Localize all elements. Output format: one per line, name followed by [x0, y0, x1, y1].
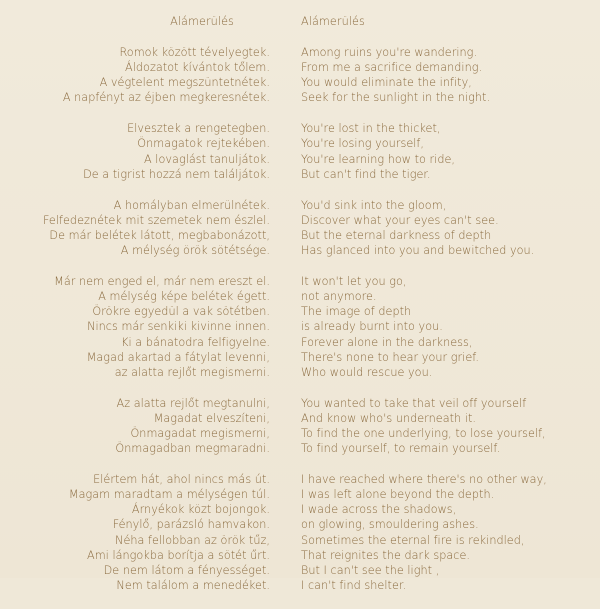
hungarian-verse-line: Magam maradtam a mélységen túl.: [68, 488, 270, 502]
hungarian-stanza: [43, 198, 270, 258]
english-stanza: [301, 472, 547, 593]
english-verse-line: is already burnt into you.: [301, 320, 443, 334]
english-verse-line: But can't find the tiger.: [301, 167, 431, 181]
hungarian-stanza: [43, 45, 270, 105]
english-verse-line: You're losing yourself,: [301, 137, 425, 151]
hungarian-verse-line: De már belétek látott, megbabonázott,: [49, 228, 270, 242]
english-verse-line: Sometimes the eternal fire is rekindled,: [301, 533, 525, 547]
hungarian-verse-line: Örökre egyedül a vak sötétben.: [92, 305, 270, 319]
english-verse-line: Who would rescue you.: [301, 365, 433, 379]
hungarian-verse-line: Magad akartad a fátylat levenni,: [86, 350, 270, 364]
english-verse-line: And know who's underneath it.: [301, 411, 476, 425]
hungarian-verse-line: Felfedeznétek mit szemetek nem észlel.: [43, 213, 270, 227]
hungarian-verse-line: Fénylő, parázsló hamvakon.: [112, 518, 270, 532]
hungarian-stanza: [43, 396, 270, 456]
english-verse-line: To find the one underlying, to lose yourself,: [301, 426, 546, 440]
english-verse-line: From me a sacrifice demanding.: [301, 61, 483, 75]
english-stanza: [301, 274, 547, 380]
english-verse-line: I was left alone beyond the depth.: [301, 488, 495, 502]
english-verse-line: I can't find shelter.: [301, 578, 407, 592]
hungarian-verse-line: A lovaglást tanuljátok.: [144, 152, 270, 166]
hungarian-verse-line: Magadat elveszíteni,: [153, 411, 270, 425]
english-verse-line: It won't let you go,: [301, 275, 407, 289]
hungarian-verse-line: Ami lángokba borítja a sötét űrt.: [87, 548, 270, 562]
hungarian-stanza: [43, 121, 270, 181]
hungarian-verse-line: Romok között tévelyegtek.: [119, 46, 270, 59]
english-verse-line: You wanted to take that veil off yourself: [301, 396, 527, 410]
hungarian-verse-line: De a tigrist hozzá nem találjátok.: [83, 167, 270, 181]
english-verse-line: But the eternal darkness of depth: [301, 228, 492, 242]
english-column: [301, 14, 547, 609]
hungarian-verse-line: Nincs már senkiki kivinne innen.: [87, 320, 270, 334]
hungarian-verse-line: Az alatta rejlőt megtanulni,: [116, 396, 270, 410]
english-verse-line: not anymore.: [301, 290, 377, 304]
hungarian-verse-line: A mélység örök sötétsége.: [120, 244, 270, 258]
english-stanza: [301, 396, 547, 456]
hungarian-verse-line: A homályban elmerülnétek.: [113, 198, 270, 212]
english-stanza: [301, 198, 547, 258]
hungarian-stanza: [43, 472, 270, 593]
hungarian-verse-line: Ki a bánatodra felfigyelne.: [121, 335, 270, 349]
english-verse-line: That reignites the dark space.: [301, 548, 471, 562]
hungarian-verse-line: De nem látom a fényességet.: [103, 563, 270, 577]
english-verse-line: But I can't see the light ,: [301, 563, 440, 577]
hungarian-verse-line: Önmagatok rejtekében.: [137, 137, 270, 151]
english-verse-line: You're learning how to ride,: [301, 152, 456, 166]
english-verse-line: Forever alone in the darkness,: [301, 335, 473, 349]
english-verse-line: Seek for the sunlight in the night.: [301, 91, 491, 105]
english-stanza: [301, 121, 547, 181]
hungarian-verse-line: Néha fellobban az örök tűz,: [115, 533, 270, 547]
hungarian-stanza: [43, 274, 270, 380]
english-verse-line: To find yourself, to remain yourself.: [301, 442, 501, 456]
hungarian-verse-line: Áldozatot kívántok tőlem.: [125, 61, 270, 75]
hungarian-verse-line: A mélység képe belétek égett.: [98, 290, 270, 304]
english-verse-line: Discover what your eyes can't see.: [301, 213, 499, 227]
english-verse-line: You would eliminate the infity,: [301, 76, 472, 90]
hungarian-verse-line: Elvesztek a rengetegben.: [127, 122, 270, 136]
hungarian-title: Alámerülés: [170, 15, 234, 28]
english-verse-line: You're lost in the thicket,: [301, 122, 441, 136]
english-verse-line: You'd sink into the gloom,: [301, 198, 447, 212]
hungarian-verse-line: Árnyékok közt bojongok.: [131, 503, 270, 517]
english-verse-line: The image of depth: [301, 305, 412, 319]
hungarian-verse-line: A végtelent megszüntetnétek.: [99, 76, 270, 90]
hungarian-verse-line: az alatta rejlőt megismerni.: [114, 365, 270, 379]
english-verse-line: I have reached where there's no other way,: [301, 473, 547, 487]
english-verse-line: There's none to hear your grief.: [301, 350, 480, 364]
english-verse-line: Among ruins you're wandering.: [301, 46, 478, 59]
english-verse-line: Has glanced into you and bewitched you.: [301, 244, 535, 258]
english-verse-line: on glowing, smouldering ashes.: [301, 518, 479, 532]
english-stanza: [301, 45, 547, 105]
hungarian-column: [43, 14, 270, 609]
hungarian-verse-line: Önmagadat megismerni,: [130, 426, 270, 440]
english-verse-line: I wade across the shadows,: [301, 503, 457, 517]
hungarian-verse-line: A napfényt az éjben megkeresnétek.: [62, 91, 270, 105]
hungarian-verse-line: Nem találom a menedéket.: [116, 578, 270, 592]
hungarian-verse-line: Elértem hát, ahol nincs más út.: [93, 473, 270, 487]
english-title: Alámerülés: [301, 15, 365, 28]
hungarian-verse-line: Önmagadban megmaradni.: [115, 442, 270, 456]
hungarian-verse-line: Már nem enged el, már nem ereszt el.: [54, 275, 270, 289]
